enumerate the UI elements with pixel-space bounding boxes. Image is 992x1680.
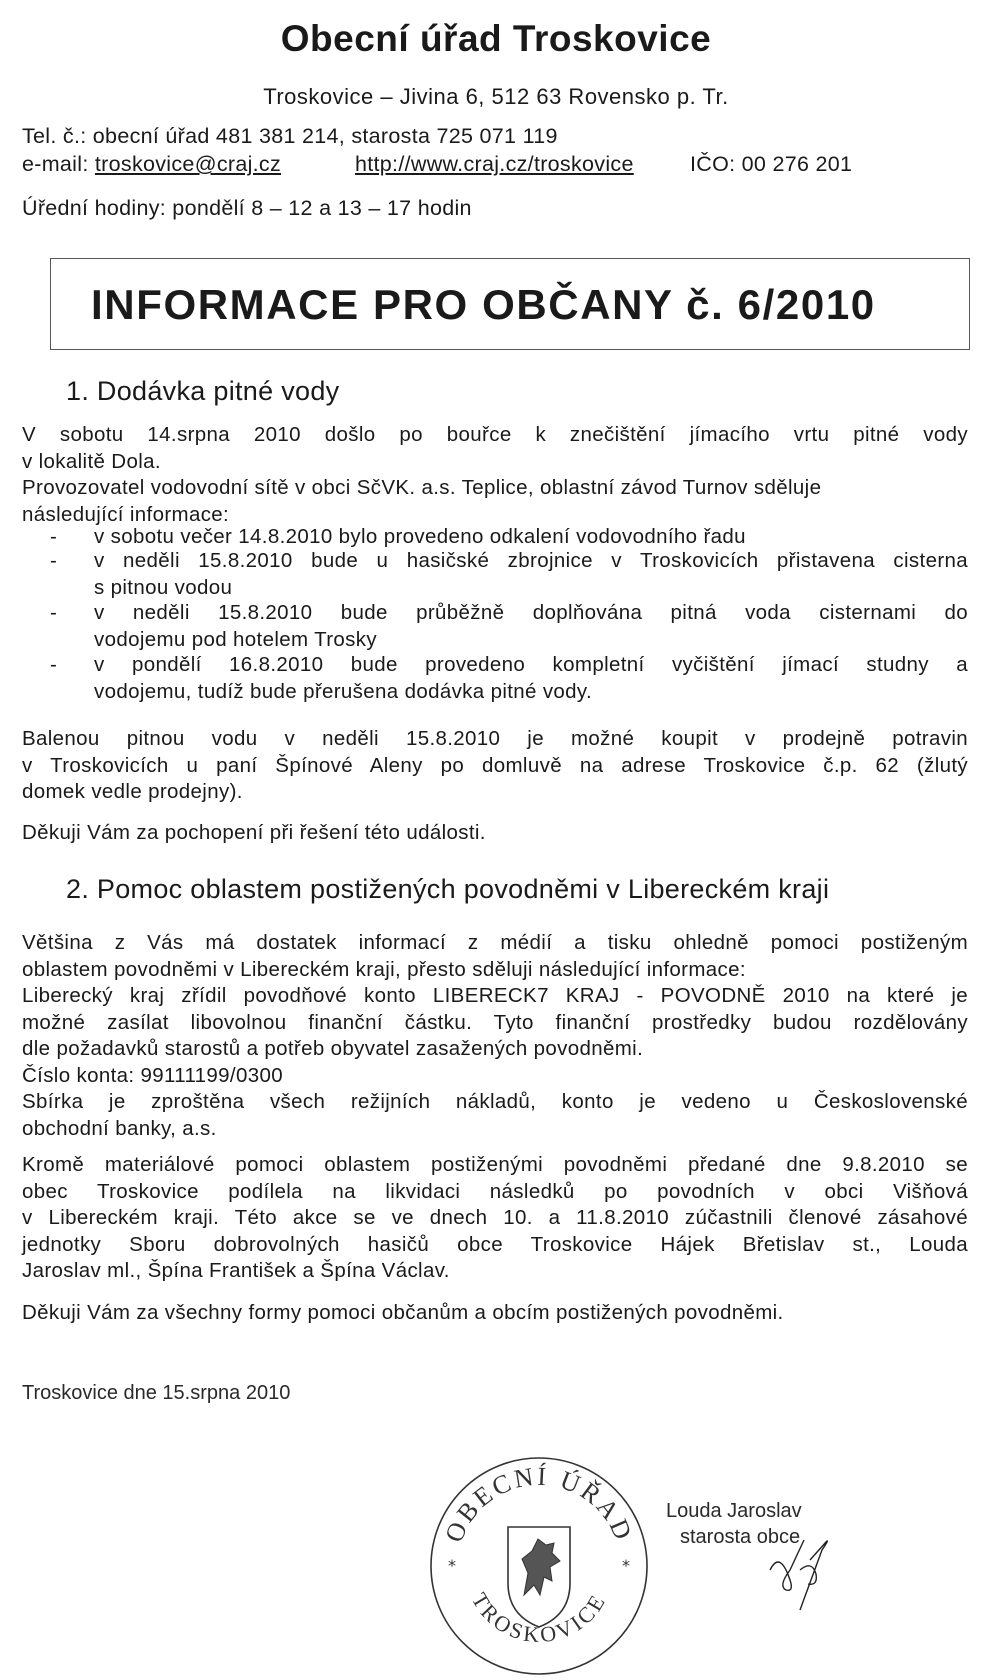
text-line: v Libereckém kraji. Této akce se ve dnech 10. a 11.8.2010 zúčastnili členové zásahové	[22, 1206, 968, 1229]
banner-title: INFORMACE PRO OBČANY č. 6/2010	[91, 281, 876, 328]
phone-line: Tel. č.: obecní úřad 481 381 214, starosta 725 071 119	[22, 124, 558, 148]
bullet-text: vodojemu, tudíž bude přerušena dodávka pitné vody.	[94, 679, 593, 703]
text-line: Kromě materiálové pomoci oblastem postiženými povodněmi předané dne 9.8.2010 se	[22, 1153, 968, 1176]
bullet-text: v sobotu večer 14.8.2010 bylo provedeno odkalení vodovodního řadu	[94, 525, 746, 548]
email-line	[22, 152, 281, 177]
svg-text:*: *	[448, 1556, 456, 1575]
text-line: v Troskovicích u paní Špínové Aleny po domluvě na adrese Troskovice č.p. 62 (žlutý	[22, 753, 968, 777]
bullet-text: v neděli 15.8.2010 bude u hasičské zbrojnice v Troskovicích přistavena cisterna	[94, 549, 968, 572]
seal-text-top: OBECNÍ ÚŘAD	[439, 1461, 639, 1547]
text-line: Liberecký kraj zřídil povodňové konto LIBERECK7 KRAJ - POVODNĚ 2010 na které je	[22, 984, 968, 1007]
section2-paragraph1	[22, 930, 968, 1142]
section2-thanks: Děkuji Vám za všechny formy pomoci občanům a obcím postižených povodněmi.	[22, 1301, 784, 1324]
section1-thanks: Děkuji Vám za pochopení při řešení této události.	[22, 821, 486, 844]
signer-role: starosta obce	[680, 1526, 801, 1548]
text-line: možné zasílat libovolnou finanční částku. Tyto finanční prostředky budou rozdělovány	[22, 1010, 968, 1034]
signer-name: Louda Jaroslav	[666, 1500, 802, 1522]
section1-heading: 1. Dodávka pitné vody	[66, 376, 340, 406]
section1-paragraph2	[22, 726, 968, 806]
bullet-text: s pitnou vodou	[94, 575, 233, 599]
place-date: Troskovice dne 15.srpna 2010	[22, 1382, 291, 1404]
svg-text:TROSKOVICE	[467, 1588, 611, 1647]
svg-text:*: *	[622, 1556, 630, 1575]
office-title: Obecní úřad Troskovice	[280, 18, 712, 59]
section2-paragraph2	[22, 1152, 968, 1285]
seal-text-bottom: TROSKOVICE	[466, 1588, 612, 1648]
svg-text:OBECNÍ ÚŘAD	[439, 1462, 639, 1547]
text-line: obchodní banky, a.s.	[22, 1116, 217, 1140]
email-label: e-mail:	[22, 152, 89, 176]
section1-intro	[22, 422, 968, 528]
account-number: Číslo konta: 99111199/0300	[22, 1063, 283, 1087]
text-line: Balenou pitnou vodu v neděli 15.8.2010 je možné koupit v prodejně potravin	[22, 727, 968, 750]
office-hours: Úřední hodiny: pondělí 8 – 12 a 13 – 17 hodin	[22, 196, 472, 220]
bullet-text: v pondělí 16.8.2010 bude provedeno kompletní vyčištění jímací studny a	[94, 653, 968, 676]
text-line: V sobotu 14.srpna 2010 došlo po bouřce k znečištění jímacího vrtu pitné vody	[22, 423, 968, 446]
document-page: Obecní úřad Troskovice Troskovice – Jivina 6, 512 63 Rovensko p. Tr. Tel. č.: obecní úřad 481 381 214, starosta 725 071 119 e-mail: troskovice@craj.cz http://www.craj.cz/troskovice IČO: 00 276 201 Úřední hodiny: pondělí 8 – 12 a 13 – 17 hodin INFORMACE PRO OBČANY č. 6/2010 1. Dodávka pitné vody V sobotu 14.srpna 2010 došlo po bouřce k znečištění jímacího vrtu pitné vody v lokalitě Dola. Provozovatel vodovodní sítě v obci SčVK. a.s. Teplice, oblastní závod Turnov sděluje následující informace: - v sobotu večer 14.8.2010 bylo provedeno odkalení vodovodního řadu - v neděli 15.8.2010 bude u hasičské zbrojnice v Troskovicích přistavena cisterna s pitnou vodou - v neděli 15.8.2010 bude průběžně doplňována pitná voda cisternami do vodojemu pod hotelem Trosky - v pondělí 16.8.2010 bude provedeno kompletní vyčištění jímací studny a vodojemu, tudíž bude přerušena dodávka pitné vody. Balenou pitnou vodu v neděli 15.8.2010 je možné koupit v prodejně potravin v Troskovicích u paní Špínové Aleny po domluvě na adrese Troskovice č.p. 62 (žlutý domek vedle prodejny). Děkuji Vám za pochopení při řešení této události. 2. Pomoc oblastem postižených povodněmi v Libereckém kraji Většina z Vás má dostatek informací z médií a tisku ohledně pomoci postiženým oblastem povodněmi v Libereckém kraji, přesto sděluji následující informace: Liberecký kraj zřídil povodňové konto LIBERECK7 KRAJ - POVODNĚ 2010 na které je možné zasílat libovolnou finanční částku. Tyto finanční prostředky budou rozdělovány dle požadavků starostů a potřeb obyvatel zasažených povodněmi. Číslo konta: 99111199/0300 Sbírka je zproštěna všech režijních nákladů, konto je vedeno u Československé obchodní banky, a.s. Kromě materiálové pomoci oblastem postiženými povodněmi předané dne 9.8.2010 se obec Troskovice podílela na likvidaci následků po povodních v obci Višňová v Libereckém kraji. Této akce se ve dnech 10. a 11.8.2010 zúčastnili členové zásahové jednotky Sboru dobrovolných hasičů obce Troskovice Hájek Břetislav st., Louda Jaroslav ml., Špína František a Špína Václav. Děkuji Vám za všechny formy pomoci občanům a obcím postižených povodněmi. Troskovice dne 15.srpna 2010 OBECNÍ ÚŘAD TROSKOVICE * * Louda Jaroslav starosta obce	[0, 0, 992, 1680]
web-link[interactable]: http://www.craj.cz/troskovice	[355, 152, 634, 176]
text-line: obec Troskovice podílela na likvidaci následků po povodních v obci Višňová	[22, 1179, 968, 1203]
text-line: Jaroslav ml., Špína František a Špína Václav.	[22, 1259, 450, 1282]
text-line: oblastem povodněmi v Libereckém kraji, přesto sděluji následující informace:	[22, 957, 746, 981]
text-line: Sbírka je zproštěna všech režijních nákladů, konto je vedeno u Československé	[22, 1090, 968, 1113]
text-line: v lokalitě Dola.	[22, 449, 161, 473]
text-line: jednotky Sboru dobrovolných hasičů obce Troskovice Hájek Břetislav st., Louda	[22, 1232, 968, 1256]
email-link[interactable]: troskovice@craj.cz	[94, 152, 282, 176]
title-banner	[50, 258, 970, 350]
office-seal-icon	[428, 1455, 650, 1677]
ico-number: IČO: 00 276 201	[690, 152, 853, 176]
text-line: následující informace:	[22, 502, 230, 526]
bullet-text: vodojemu pod hotelem Trosky	[94, 627, 377, 651]
text-line: Provozovatel vodovodní sítě v obci SčVK. a.s. Teplice, oblastní závod Turnov sděluje	[22, 476, 822, 499]
text-line: Většina z Vás má dostatek informací z médií a tisku ohledně pomoci postiženým	[22, 931, 968, 954]
text-line: dle požadavků starostů a potřeb obyvatel zasažených povodněmi.	[22, 1037, 644, 1060]
office-address: Troskovice – Jivina 6, 512 63 Rovensko p. Tr.	[263, 84, 729, 109]
text-line: domek vedle prodejny).	[22, 780, 243, 803]
section2-heading: 2. Pomoc oblastem postižených povodněmi v Libereckém kraji	[66, 874, 830, 904]
bullet-text: v neděli 15.8.2010 bude průběžně doplňována pitná voda cisternami do	[94, 601, 968, 624]
